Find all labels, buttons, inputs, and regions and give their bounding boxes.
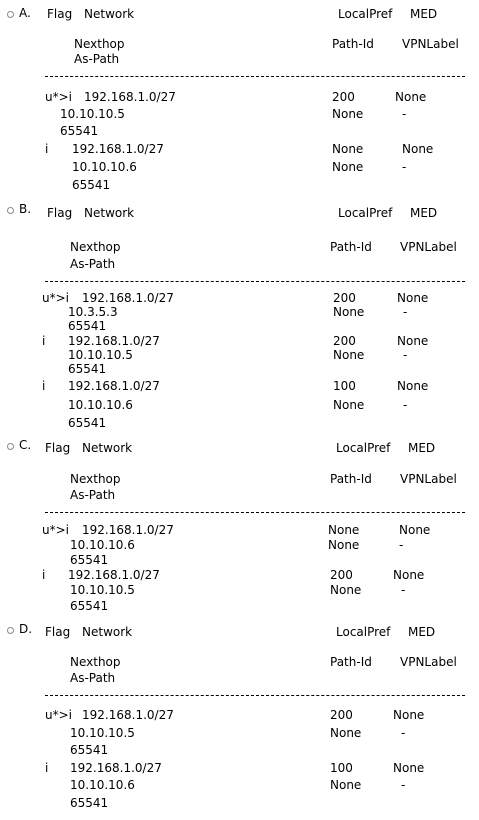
header-med: MED (410, 7, 438, 21)
route-pathid: None (332, 107, 364, 121)
route-med: None (395, 90, 427, 104)
route-flag: u*>i (42, 291, 69, 305)
route-network: 192.168.1.0/27 (82, 708, 174, 722)
route-med: None (393, 568, 425, 582)
route-med: None (402, 142, 434, 156)
header-vpnlabel: VPNLabel (400, 472, 457, 486)
header-aspath: As-Path (70, 671, 116, 685)
route-nexthop: 10.10.10.6 (70, 778, 135, 792)
option-letter: B. (19, 202, 32, 216)
route-med: None (393, 761, 425, 775)
header-nexthop: Nexthop (70, 240, 121, 254)
header-vpnlabel: VPNLabel (400, 655, 457, 669)
route-vpnlabel: - (403, 398, 408, 412)
header-aspath: As-Path (70, 488, 116, 502)
route-localpref: 200 (330, 708, 353, 722)
header-med: MED (408, 441, 436, 455)
header-network: Network (82, 441, 133, 455)
route-pathid: None (333, 348, 365, 362)
option-letter: D. (19, 622, 33, 636)
route-localpref: 200 (333, 291, 356, 305)
route-nexthop: 10.10.10.6 (68, 398, 133, 412)
route-network: 192.168.1.0/27 (72, 142, 164, 156)
route-aspath: 65541 (70, 743, 109, 757)
header-localpref: LocalPref (338, 7, 393, 21)
route-med: None (397, 334, 429, 348)
route-network: 192.168.1.0/27 (70, 761, 162, 775)
route-aspath: 65541 (68, 362, 107, 376)
header-pathid: Path-Id (330, 472, 372, 486)
route-pathid: None (332, 160, 364, 174)
route-vpnlabel: - (403, 305, 408, 319)
header-med: MED (408, 625, 436, 639)
route-flag: i (45, 142, 49, 156)
route-aspath: 65541 (70, 553, 109, 567)
route-pathid: None (330, 583, 362, 597)
route-network: 192.168.1.0/27 (82, 291, 174, 305)
header-aspath: As-Path (74, 52, 120, 66)
route-nexthop: 10.10.10.5 (68, 348, 133, 362)
route-nexthop: 10.10.10.5 (70, 726, 135, 740)
route-localpref: None (332, 142, 364, 156)
radio-button-b[interactable] (7, 207, 14, 214)
route-localpref: 200 (330, 568, 353, 582)
header-vpnlabel: VPNLabel (400, 240, 457, 254)
route-vpnlabel: - (401, 778, 406, 792)
route-med: None (393, 708, 425, 722)
route-network: 192.168.1.0/27 (84, 90, 176, 104)
header-network: Network (82, 625, 133, 639)
route-med: None (399, 523, 431, 537)
header-nexthop: Nexthop (70, 655, 121, 669)
header-pathid: Path-Id (330, 655, 372, 669)
route-flag: i (42, 379, 46, 393)
route-vpnlabel: - (401, 726, 406, 740)
route-network: 192.168.1.0/27 (68, 568, 160, 582)
header-network: Network (84, 206, 135, 220)
route-nexthop: 10.10.10.6 (70, 538, 135, 552)
route-pathid: None (330, 726, 362, 740)
route-vpnlabel: - (402, 160, 407, 174)
option-letter: C. (19, 438, 32, 452)
route-localpref: 200 (333, 334, 356, 348)
header-med: MED (410, 206, 438, 220)
route-network: 192.168.1.0/27 (68, 334, 160, 348)
route-localpref: None (328, 523, 360, 537)
route-network: 192.168.1.0/27 (82, 523, 174, 537)
route-vpnlabel: - (399, 538, 404, 552)
route-network: 192.168.1.0/27 (68, 379, 160, 393)
radio-button-c[interactable] (7, 443, 14, 450)
separator-line (45, 281, 465, 282)
route-localpref: 100 (333, 379, 356, 393)
option-letter: A. (19, 6, 31, 20)
route-nexthop: 10.10.10.5 (70, 583, 135, 597)
route-aspath: 65541 (68, 416, 107, 430)
header-localpref: LocalPref (338, 206, 393, 220)
separator-line (45, 512, 465, 513)
route-localpref: 100 (330, 761, 353, 775)
header-pathid: Path-Id (332, 37, 374, 51)
route-aspath: 65541 (60, 124, 99, 138)
route-pathid: None (330, 778, 362, 792)
route-med: None (397, 291, 429, 305)
route-vpnlabel: - (401, 583, 406, 597)
route-vpnlabel: - (402, 107, 407, 121)
route-pathid: None (328, 538, 360, 552)
route-aspath: 65541 (68, 319, 107, 333)
radio-button-d[interactable] (7, 627, 14, 634)
route-flag: i (42, 334, 46, 348)
route-med: None (397, 379, 429, 393)
header-aspath: As-Path (70, 257, 116, 271)
route-flag: i (45, 761, 49, 775)
route-nexthop: 10.3.5.3 (68, 305, 118, 319)
route-nexthop: 10.10.10.6 (72, 160, 137, 174)
separator-line (45, 76, 465, 77)
radio-button-a[interactable] (7, 11, 14, 18)
route-aspath: 65541 (72, 178, 111, 192)
header-flag: Flag (45, 625, 71, 639)
header-nexthop: Nexthop (70, 472, 121, 486)
header-flag: Flag (47, 7, 73, 21)
header-flag: Flag (47, 206, 73, 220)
header-localpref: LocalPref (336, 625, 391, 639)
route-pathid: None (333, 305, 365, 319)
route-pathid: None (333, 398, 365, 412)
separator-line (45, 695, 465, 696)
route-flag: u*>i (42, 523, 69, 537)
route-aspath: 65541 (70, 796, 109, 810)
route-flag: i (42, 568, 46, 582)
route-vpnlabel: - (403, 348, 408, 362)
header-pathid: Path-Id (330, 240, 372, 254)
route-aspath: 65541 (70, 599, 109, 613)
header-nexthop: Nexthop (74, 37, 125, 51)
route-flag: u*>i (45, 708, 72, 722)
header-vpnlabel: VPNLabel (402, 37, 459, 51)
header-flag: Flag (45, 441, 71, 455)
header-network: Network (84, 7, 135, 21)
route-localpref: 200 (332, 90, 355, 104)
header-localpref: LocalPref (336, 441, 391, 455)
route-flag: u*>i (45, 90, 72, 104)
route-nexthop: 10.10.10.5 (60, 107, 125, 121)
